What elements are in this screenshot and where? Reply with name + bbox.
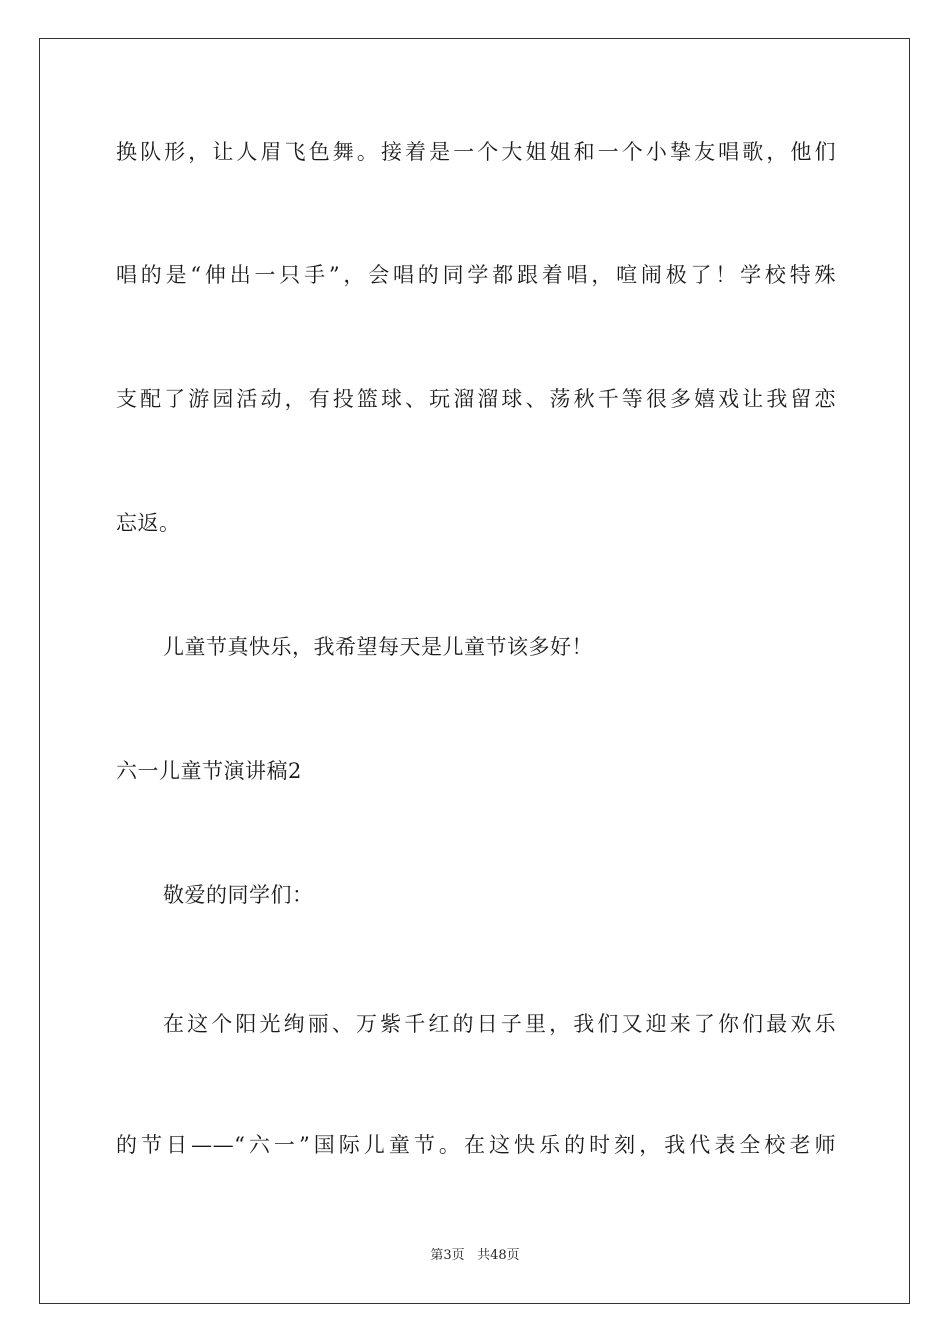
page-footer (0, 1247, 950, 1265)
page-border (39, 38, 910, 1304)
body-line-3: 支配了游园活动，有投篮球、玩溜溜球、荡秋千等很多嬉戏让我留恋 (116, 387, 836, 411)
page-total: 共48页 (477, 1248, 520, 1263)
body-line-8: 在这个阳光绚丽、万紫千红的日子里，我们又迎来了你们最欢乐 (163, 1012, 836, 1036)
body-line-2: 唱的是“伸出一只手”，会唱的同学都跟着唱，喧闹极了！学校特殊 (116, 263, 836, 287)
body-line-9: 的节日——“六一”国际儿童节。在这快乐的时刻，我代表全校老师 (116, 1133, 836, 1157)
body-line-4: 忘返。 (116, 511, 181, 535)
body-line-1: 换队形，让人眉飞色舞。接着是一个大姐姐和一个小挚友唱歌，他们 (116, 140, 836, 164)
body-line-5: 儿童节真快乐，我希望每天是儿童节该多好！ (163, 635, 593, 659)
salutation: 敬爱的同学们： (163, 883, 314, 907)
section-heading: 六一儿童节演讲稿2 (116, 759, 302, 783)
page-number: 第3页 (430, 1248, 465, 1263)
